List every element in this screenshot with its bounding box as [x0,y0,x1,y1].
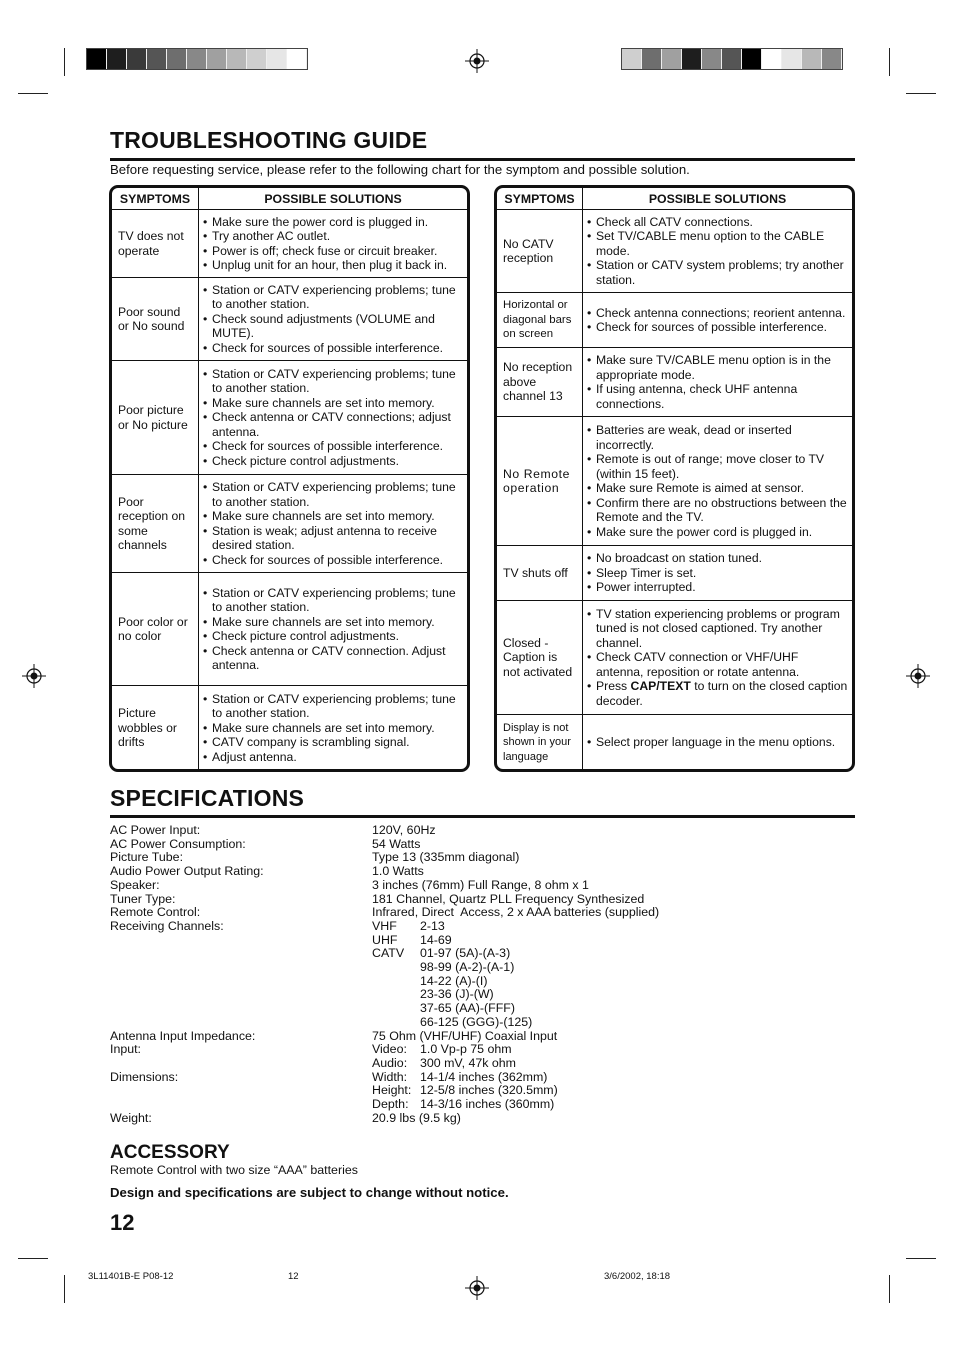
solution-item: • Check for sources of possible interference. [203,553,464,568]
spec-value: Type 13 (335mm diagonal) [372,850,520,865]
solution-item: • Station is weak; adjust antenna to receive desired station. [203,524,464,553]
spec-row [110,851,659,865]
registration-mark-icon [465,49,489,73]
solution-item: • Remote is out of range; move closer to TV (within 15 feet). [587,452,849,481]
troubleshooting-table-right [494,185,855,772]
solution-item: • Make sure channels are set into memory. [203,721,464,736]
color-swatch [762,49,782,69]
symptoms-header: SYMPTOMS [112,188,199,209]
solutions-cell [583,715,852,770]
spec-key: Dimensions: [110,1069,179,1084]
color-swatch [642,49,662,69]
band-value: 98-99 (A-2)-(A-1) [420,960,515,975]
solution-item: • Check for sources of possible interference. [203,341,464,356]
crop-mark [18,93,48,94]
solution-item: • Check for sources of possible interference. [203,439,464,454]
spec-value: 20.9 lbs (9.5 kg) [372,1110,461,1125]
spec-key: Speaker: [110,877,160,892]
spec-value [372,1043,516,1070]
symptom-cell: Picture wobbles or drifts [112,686,199,770]
sub-value: 300 mV, 47k ohm [420,1055,516,1070]
table-row [497,546,852,601]
solution-text: to turn on the closed caption decoder. [596,679,848,708]
footer-page: 12 [288,1271,299,1282]
sub-label: Video: [372,1042,407,1057]
symptom-cell: Poor reception on some channels [112,475,199,572]
sub-value: 12-5/8 inches (320.5mm) [420,1083,558,1098]
solutions-cell [199,210,467,277]
table-row [497,417,852,546]
solution-item: • Station or CATV experiencing problems; tune to another station. [203,367,464,396]
solution-item: • Power is off; check fuse or circuit breaker. [203,244,464,259]
spec-key: Tuner Type: [110,891,176,906]
crop-mark [64,48,65,76]
sub-label: Height: [372,1083,412,1098]
spec-key: Weight: [110,1110,152,1125]
solution-item: • Unplug unit for an hour, then plug it back in. [203,258,464,273]
band-value: 23-36 (J)-(W) [420,987,494,1002]
troubleshooting-table-left [109,185,470,772]
color-bar-left [86,48,308,70]
solution-item: • Select proper language in the menu options. [587,735,849,750]
symptom-cell: TV shuts off [497,546,583,600]
sub-label: Audio: [372,1055,408,1070]
symptom-cell: No CATV reception [497,210,583,292]
crop-mark [889,48,890,76]
color-bar-right [621,48,843,70]
table-row [112,210,467,278]
color-swatch [287,49,307,69]
table-row [112,475,467,573]
spec-row [110,906,659,920]
band-label: VHF [372,918,397,933]
crop-mark [906,93,936,94]
spec-key: Input: [110,1042,142,1057]
table-row [112,573,467,686]
sub-value: 14-3/16 inches (360mm) [420,1097,555,1112]
solution-item: • Make sure channels are set into memory. [203,615,464,630]
spec-key: AC Power Consumption: [110,836,246,851]
solution-item: • Make sure the power cord is plugged in. [587,525,849,540]
spec-key: Receiving Channels: [110,918,224,933]
table-row [497,601,852,715]
table-row [497,715,852,770]
registration-mark-icon [22,664,46,688]
color-swatch [227,49,247,69]
accessory-text: Remote Control with two size “AAA” batteries [110,1163,358,1177]
solution-item: • Power interrupted. [587,580,849,595]
spec-key: Audio Power Output Rating: [110,864,264,879]
color-swatch [782,49,802,69]
solution-item: • If using antenna, check UHF antenna connections. [587,382,849,411]
spec-value: 3 inches (76mm) Full Range, 8 ohm x 1 [372,877,589,892]
color-swatch [622,49,642,69]
table-row [497,348,852,417]
table-row [112,278,467,361]
color-swatch [802,49,822,69]
solutions-cell [583,210,852,292]
spec-key: AC Power Input: [110,823,201,837]
solution-item: • Check sound adjustments (VOLUME and MUTE). [203,312,464,341]
sub-label: Depth: [372,1097,409,1112]
solution-item: • Set TV/CABLE menu option to the CABLE mode. [587,229,849,258]
color-swatch [247,49,267,69]
spec-row [110,879,659,893]
spec-value: 1.0 Watts [372,864,424,879]
sub-value: 14-1/4 inches (362mm) [420,1069,548,1084]
registration-mark-icon [906,664,930,688]
solution-item: • Make sure TV/CABLE menu option is in the appropriate mode. [587,353,849,382]
solutions-cell [583,601,852,714]
table-row [112,686,467,770]
color-swatch [682,49,702,69]
color-swatch [822,49,842,69]
crop-mark [889,1275,890,1303]
solution-item: • Check all CATV connections. [587,215,849,230]
color-swatch [207,49,227,69]
solutions-cell [583,417,852,545]
crop-mark [906,1258,936,1259]
spec-value: 54 Watts [372,836,421,851]
color-swatch [147,49,167,69]
spec-row [110,1112,659,1126]
spec-key: Picture Tube: [110,850,184,865]
spec-row [110,1043,659,1070]
solution-item: • Check antenna or CATV connection. Adjust antenna. [203,644,464,673]
solutions-cell [199,475,467,572]
solution-item: • Check CATV connection or VHF/UHF antenna, reposition or rotate antenna. [587,650,849,679]
symptom-cell: No Remote operation [497,417,583,545]
color-swatch [722,49,742,69]
solution-item: • Check picture control adjustments. [203,454,464,469]
band-value: 14-69 [420,932,452,947]
spec-value: 75 Ohm (VHF/UHF) Coaxial Input [372,1028,558,1043]
solution-item: • No broadcast on station tuned. [587,551,849,566]
registration-mark-icon [465,1276,489,1300]
color-swatch [267,49,287,69]
solutions-cell [583,293,852,347]
solution-item [587,679,849,708]
specifications-title: SPECIFICATIONS [110,785,305,811]
band-value: 66-125 (GGG)-(125) [420,1014,533,1029]
spec-value: 181 Channel, Quartz PLL Frequency Synthesized [372,891,645,906]
color-swatch [187,49,207,69]
band-value: 01-97 (5A)-(A-3) [420,946,511,961]
table-header [497,188,852,210]
solution-item: • Station or CATV experiencing problems; tune to another station. [203,692,464,721]
spec-row [110,1030,659,1044]
spec-row [110,920,659,1030]
color-swatch [167,49,187,69]
solutions-header: POSSIBLE SOLUTIONS [648,191,787,206]
color-swatch [742,49,762,69]
solution-item: • TV station experiencing problems or program tuned is not closed captioned. Try another channel. [587,607,849,651]
symptom-cell: Horizontal or diagonal bars on screen [497,293,583,347]
symptom-cell: Closed - Caption is not activated [497,601,583,714]
solution-item: • Check antenna connections; reorient antenna. [587,306,849,321]
symptom-cell: Display is not shown in your language [497,715,583,770]
solution-item: • Try another AC outlet. [203,229,464,244]
band-value: 2-13 [420,918,445,933]
band-value: 37-65 (AA)-(FFF) [420,1001,515,1016]
spec-row [110,824,659,838]
solution-item: • Batteries are weak, dead or inserted incorrectly. [587,423,849,452]
solution-item: • Make sure channels are set into memory. [203,509,464,524]
spec-row [110,865,659,879]
solutions-cell [199,278,467,360]
spec-key: Remote Control: [110,905,201,920]
solution-item: • Sleep Timer is set. [587,566,849,581]
table-row [497,210,852,293]
accessory-title: ACCESSORY [110,1142,230,1163]
solutions-cell [583,348,852,416]
table-row [112,361,467,475]
spec-value: Infrared, Direct Access, 2 x AAA batteries (supplied) [372,905,660,920]
spec-row [110,893,659,907]
symptom-cell: TV does not operate [112,210,199,277]
solution-item: • Confirm there are no obstructions between the Remote and the TV. [587,496,849,525]
solution-item: • Station or CATV experiencing problems; tune to another station. [203,480,464,509]
intro-text: Before requesting service, please refer to the following chart for the symptom and possible solution. [110,162,690,177]
band-label: UHF [372,932,398,947]
spec-value [372,920,532,1030]
solution-item: • Check antenna or CATV connections; adjust antenna. [203,410,464,439]
spec-row [110,838,659,852]
solutions-cell [199,573,467,685]
symptom-cell: No reception above channel 13 [497,348,583,416]
cap-text-key-label: CAP/TEXT [630,679,691,694]
table-header [112,188,467,210]
symptom-cell: Poor sound or No sound [112,278,199,360]
sub-value: 1.0 Vp-p 75 ohm [420,1042,512,1057]
page-title: TROUBLESHOOTING GUIDE [110,127,428,153]
crop-mark [18,1258,48,1259]
solutions-header: POSSIBLE SOLUTIONS [264,191,402,206]
symptom-cell: Poor picture or No picture [112,361,199,474]
solutions-cell [199,361,467,474]
color-swatch [127,49,147,69]
title-rule [110,158,855,161]
solution-item: • CATV company is scrambling signal. [203,735,464,750]
solution-item: • Station or CATV experiencing problems; tune to another station. [203,586,464,615]
spec-row [110,1071,659,1112]
spec-value [372,1071,558,1112]
spec-value: 120V, 60Hz [372,823,436,837]
symptom-cell: Poor color or no color [112,573,199,685]
solutions-cell [199,686,467,770]
notice-text: Design and specifications are subject to change without notice. [110,1185,509,1200]
solution-item: • Station or CATV experiencing problems; tune to another station. [203,283,464,312]
color-swatch [87,49,107,69]
color-swatch [662,49,682,69]
page-number: 12 [110,1210,135,1235]
band-label: CATV [372,946,405,961]
solution-item: • Check picture control adjustments. [203,629,464,644]
solution-item: • Make sure the power cord is plugged in. [203,215,464,230]
sub-label: Width: [372,1069,408,1084]
solution-item: • Adjust antenna. [203,750,464,765]
color-swatch [107,49,127,69]
footer-code: 3L11401B-E P08-12 [88,1271,174,1282]
solution-text: Press [596,679,631,694]
spec-key: Antenna Input Impedance: [110,1028,256,1043]
solutions-cell [583,546,852,600]
symptoms-header: SYMPTOMS [497,188,583,209]
solution-item: • Station or CATV system problems; try another station. [587,258,849,287]
table-row [497,293,852,348]
footer-date: 3/6/2002, 18:18 [604,1271,671,1282]
specifications-rule [110,815,855,818]
solution-item: • Make sure channels are set into memory. [203,396,464,411]
crop-mark [64,1275,65,1303]
color-swatch [702,49,722,69]
band-value: 14-22 (A)-(I) [420,973,488,988]
specifications-list [110,824,659,1125]
solution-item: • Check for sources of possible interference. [587,320,849,335]
solution-item: • Make sure Remote is aimed at sensor. [587,481,849,496]
